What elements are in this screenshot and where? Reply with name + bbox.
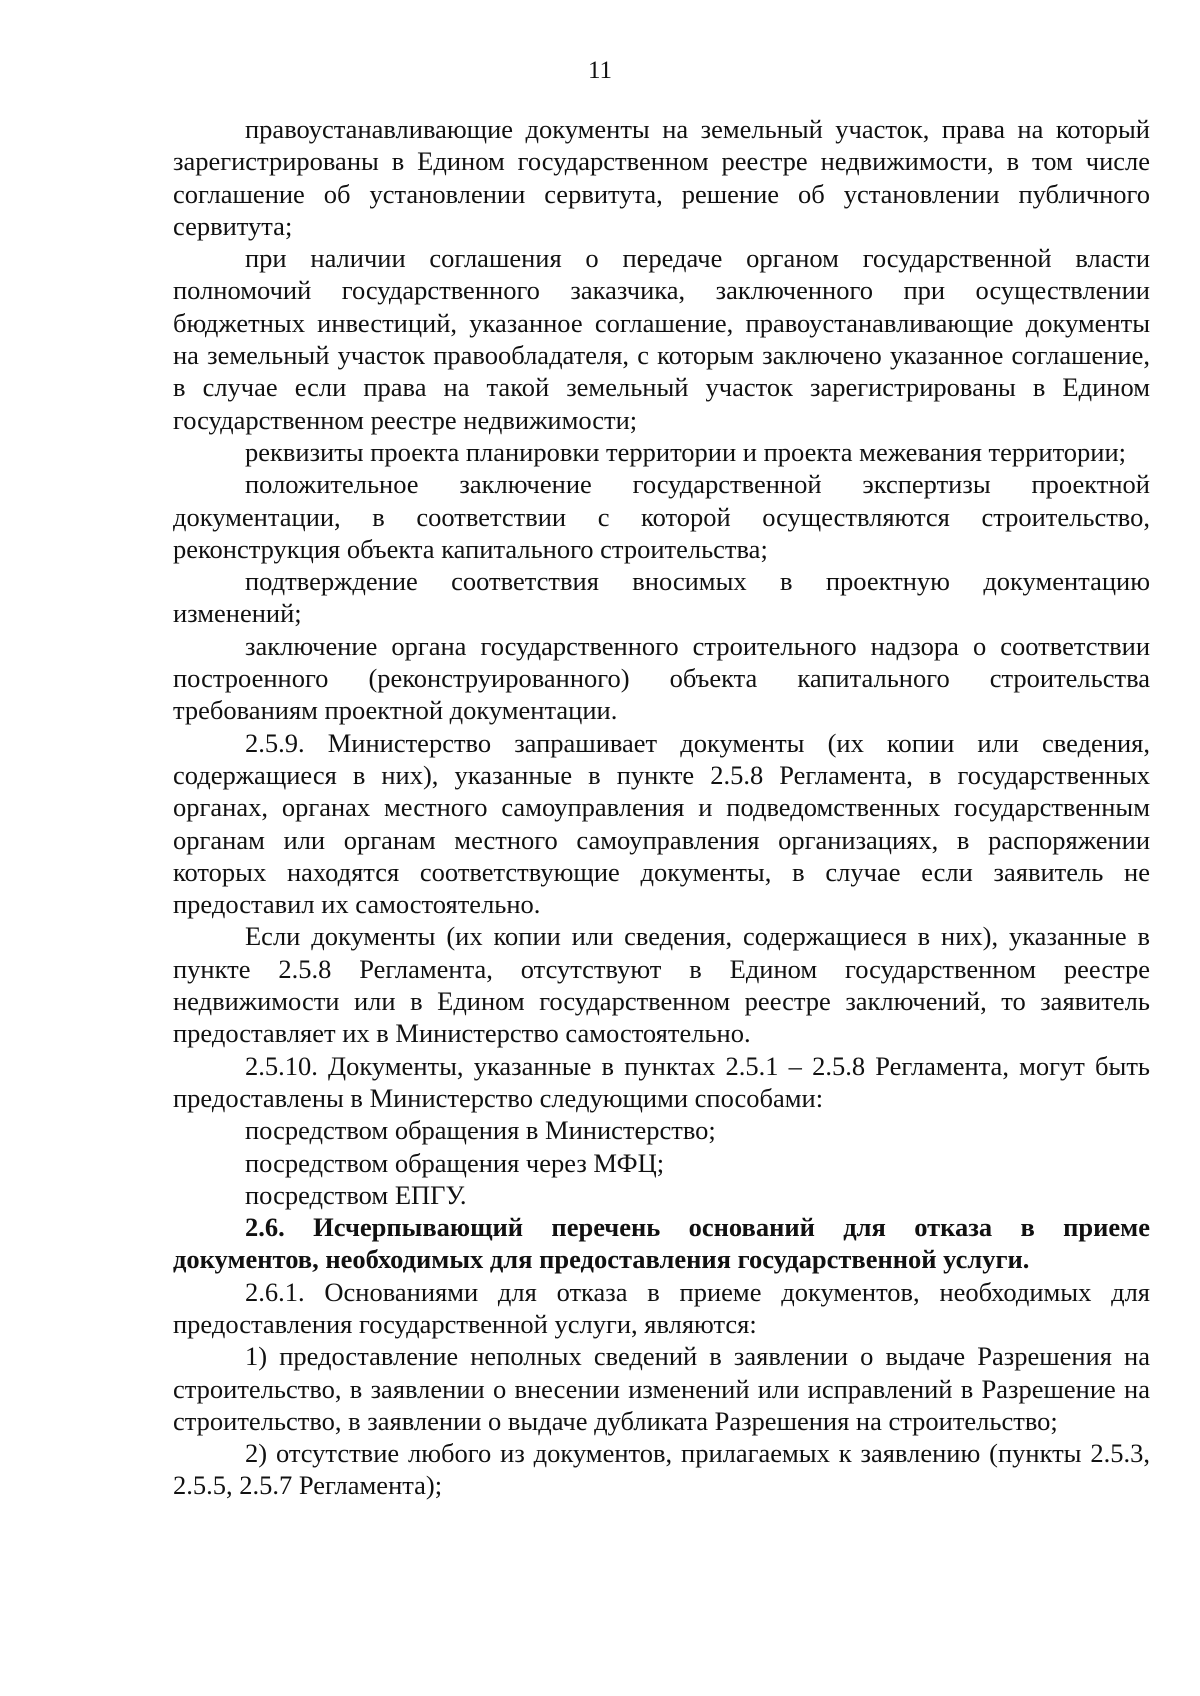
paragraph-2-5-9: 2.5.9. Министерство запрашивает документы (их копии или сведения, содержащиеся в них), указанные в пункте 2.5.8 Регламента, в государственных органах, органах местного самоуправления и подведомственных государственным органам или органам местного самоуправления организациях, в распоряжении которых находятся соответствующие документы, в случае если заявитель не предоставил их самостоятельно.	[173, 727, 1150, 920]
paragraph-title-documents: правоустанавливающие документы на земельный участок, права на который зарегистрированы в Едином государственном реестре недвижимости, в том числе соглашение об установлении сервитута, решение об установлении публичного сервитута;	[173, 114, 1150, 241]
list-item-epgu: посредством ЕПГУ.	[245, 1179, 467, 1210]
paragraph-changes-confirmation: подтверждение соответствия вносимых в проектную документацию изменений;	[173, 566, 1150, 629]
list-item-missing-documents: 2) отсутствие любого из документов, прилагаемых к заявлению (пункты 2.5.3, 2.5.5, 2.5.7 Регламента);	[173, 1438, 1150, 1501]
list-item-mfc: посредством обращения через МФЦ;	[245, 1147, 665, 1178]
section-heading-2-6: 2.6. Исчерпывающий перечень оснований для отказа в приеме документов, необходимых для предоставления государственной услуги.	[173, 1212, 1150, 1275]
paragraph-if-absent: Если документы (их копии или сведения, содержащиеся в них), указанные в пункте 2.5.8 Регламента, отсутствуют в Едином государственном реестре недвижимости или в Едином государственном реестре заключений, то заявитель предоставляет их в Министерство самостоятельно.	[173, 921, 1150, 1049]
paragraph-supervision-conclusion: заключение органа государственного строительного надзора о соответствии построенного (реконструированного) объекта капитального строительства требованиям проектной документации.	[173, 630, 1150, 726]
paragraph-2-5-10: 2.5.10. Документы, указанные в пунктах 2.5.1 – 2.5.8 Регламента, могут быть предоставлены в Министерство следующими способами:	[173, 1050, 1150, 1113]
paragraph-expertise-conclusion: положительное заключение государственной экспертизы проектной документации, в соответствии с которой осуществляются строительство, реконструкция объекта капитального строительства;	[173, 469, 1150, 564]
paragraph-agreement: при наличии соглашения о передаче органом государственной власти полномочий государственного заказчика, заключенного при осуществлении бюджетных инвестиций, указанное соглашение, правоустанавливающие документы на земельный участок правообладателя, с которым заключено указанное соглашение, в случае если права на такой земельный участок зарегистрированы в Едином государственном реестре недвижимости;	[173, 243, 1150, 435]
paragraph-planning-details: реквизиты проекта планировки территории и проекта межевания территории;	[245, 436, 1127, 467]
page-number: 11	[587, 57, 613, 84]
document-body	[173, 113, 1150, 1502]
paragraph-2-6-1: 2.6.1. Основаниями для отказа в приеме документов, необходимых для предоставления государственной услуги, являются:	[173, 1276, 1150, 1339]
list-item-ministry: посредством обращения в Министерство;	[245, 1115, 716, 1146]
list-item-incomplete-info: 1) предоставление неполных сведений в заявлении о выдаче Разрешения на строительство, в заявлении о внесении изменений или исправлений в Разрешение на строительство, в заявлении о выдаче дубликата Разрешения на строительство;	[173, 1341, 1150, 1436]
